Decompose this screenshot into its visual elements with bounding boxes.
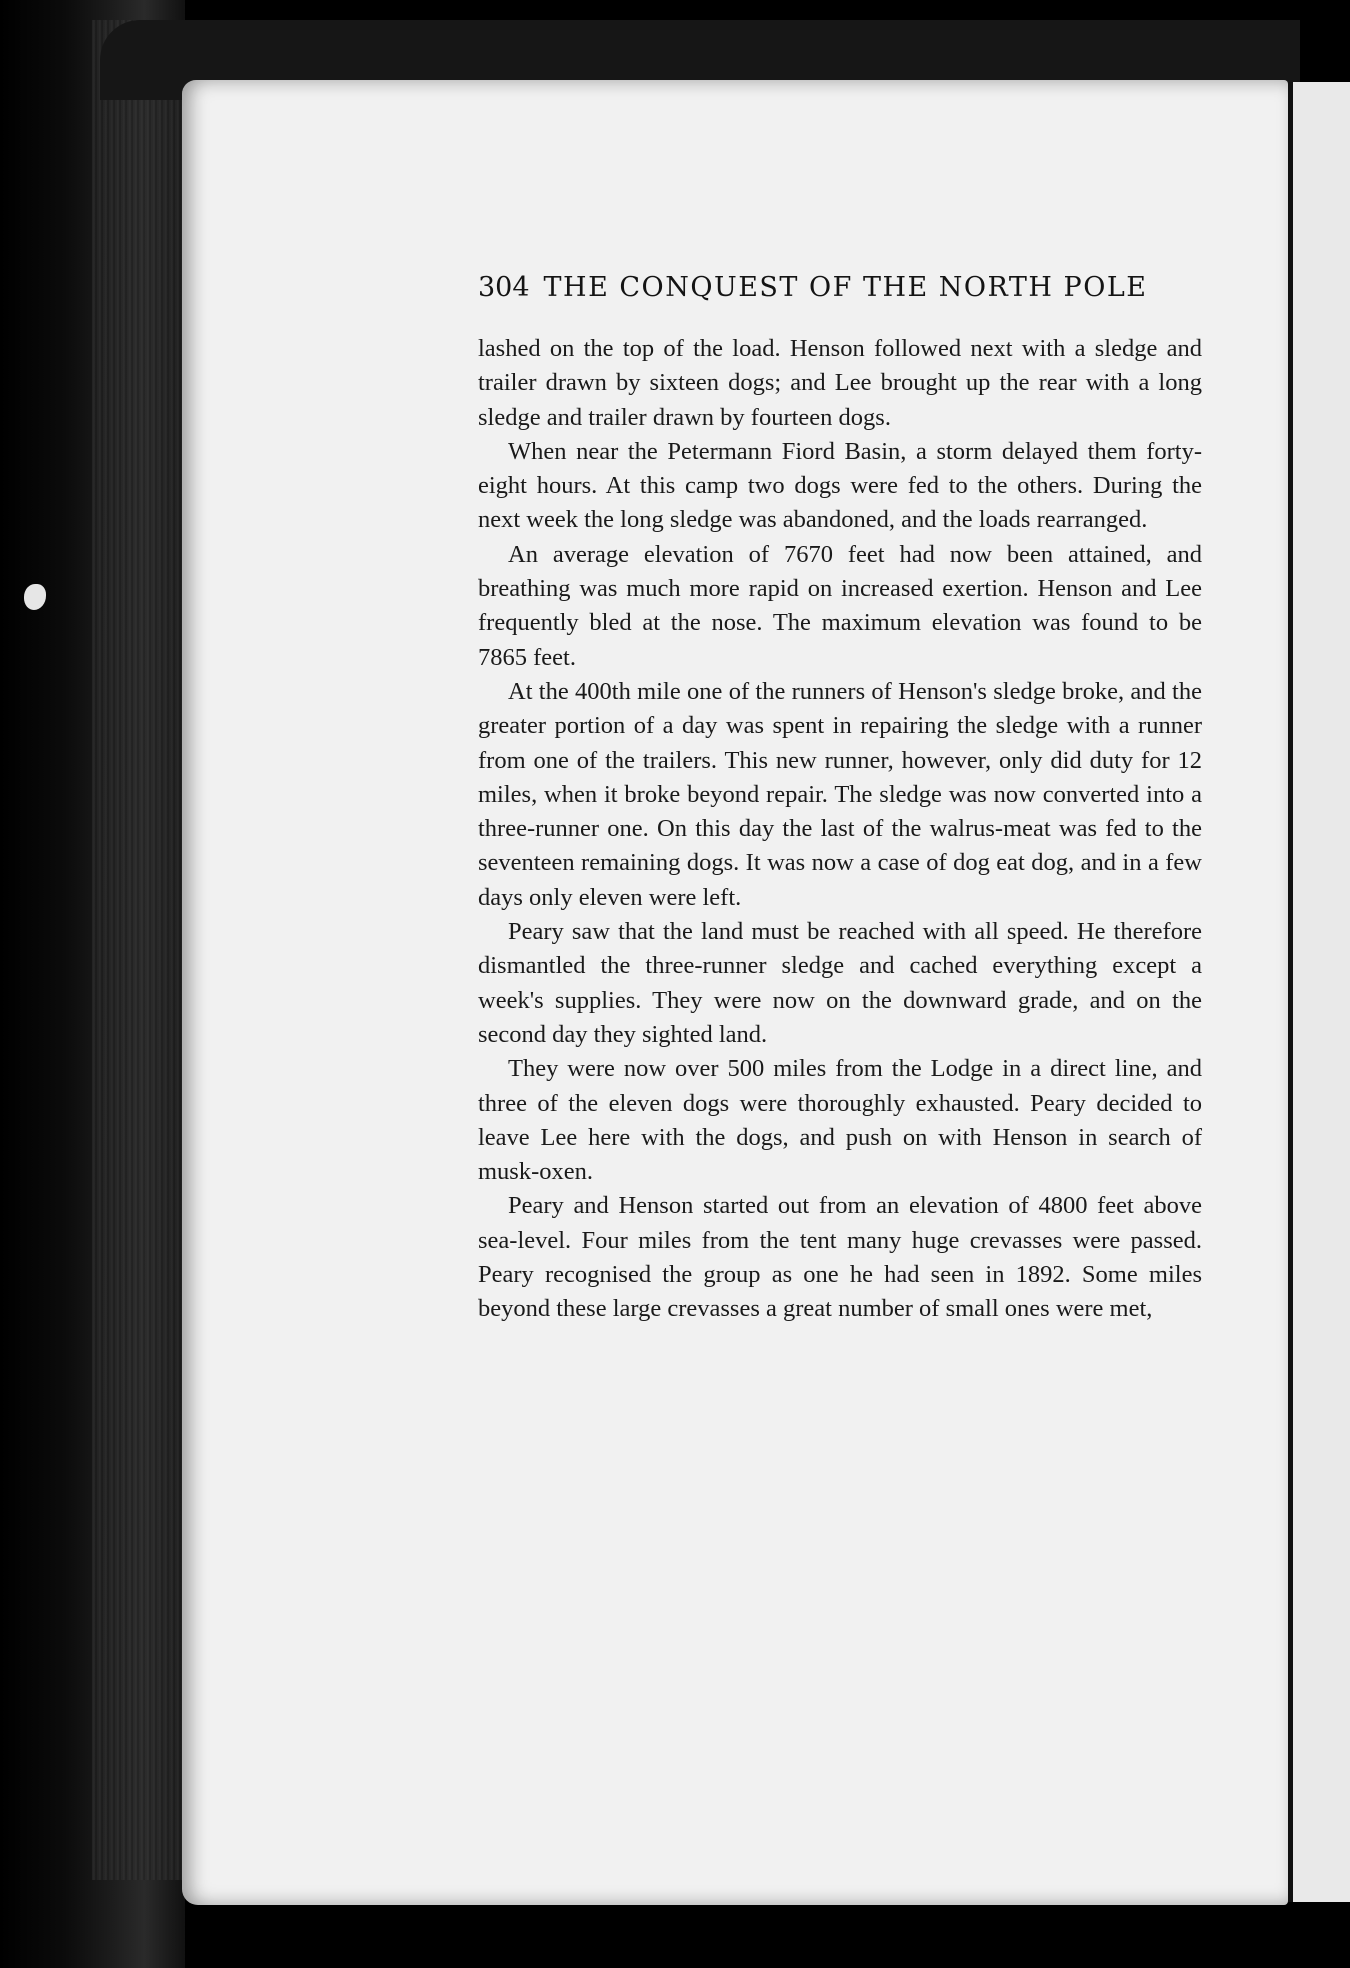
running-title: THE CONQUEST OF THE NORTH POLE	[543, 272, 1148, 303]
paragraph: An average elevation of 7670 feet had now been attained, and breathing was much more rapid on increased exertion. Henson and Lee frequently bled at the nose. The maximum elevation was found to be 7865 feet.	[478, 540, 1202, 671]
paragraph: When near the Petermann Fiord Basin, a storm delayed them forty-eight hours. At this camp two dogs were fed to the others. During the next week the long sledge was abandoned, and the loads rearranged.	[478, 437, 1202, 534]
paragraph: They were now over 500 miles from the Lodge in a direct line, and three of the eleven dogs were thoroughly exhausted. Peary decided to leave Lee here with the dogs, and push on with Henson in search of musk-oxen.	[478, 1055, 1202, 1186]
page-number: 304	[478, 272, 530, 303]
running-header	[478, 272, 1158, 303]
paragraph: At the 400th mile one of the runners of Henson's sledge broke, and the greater portion of a day was spent in repairing the sledge with a runner from one of the trailers. This new runner, however, only did duty for 12 miles, when it broke beyond repair. The sledge was now converted into a three-runner one. On this day the last of the walrus-meat was fed to the seventeen remaining dogs. It was now a case of dog eat dog, and in a few days only eleven were left.	[478, 677, 1202, 911]
facing-page-edge	[1293, 82, 1350, 1902]
paragraph: Peary saw that the land must be reached with all speed. He therefore dismantled the three-runner sledge and cached everything except a week's supplies. They were now on the downward grade, and on the second day they sighted land.	[478, 918, 1202, 1048]
paragraph: Peary and Henson started out from an elevation of 4800 feet above sea-level. Four miles from the tent many huge crevasses were passed. Peary recognised the group as one he had seen in 1892. Some miles beyond these large crevasses a great number of small ones were met,	[478, 1192, 1202, 1323]
body-text	[478, 332, 1202, 1327]
paragraph: lashed on the top of the load. Henson followed next with a sledge and trailer drawn by sixteen dogs; and Lee brought up the rear with a long sledge and trailer drawn by fourteen dogs.	[478, 335, 1202, 431]
page-edges	[92, 20, 184, 1880]
